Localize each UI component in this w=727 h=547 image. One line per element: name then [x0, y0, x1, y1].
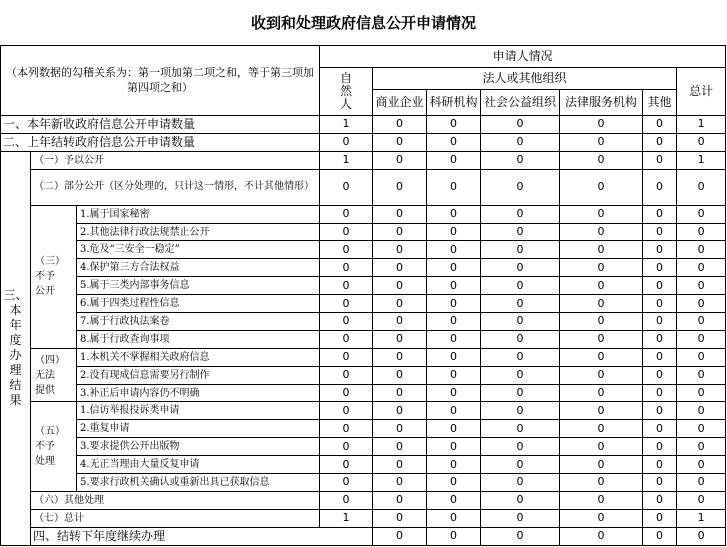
value-cell: 0: [481, 438, 560, 456]
value-cell: 0: [643, 491, 677, 509]
value-cell: 0: [643, 384, 677, 402]
value-cell: 0: [427, 116, 481, 134]
value-cell: 0: [677, 330, 726, 348]
group-unable-to-provide-part: 无法: [35, 369, 55, 381]
value-cell: 0: [643, 348, 677, 366]
section-three-label-part: 结: [9, 378, 22, 393]
row-label-partially-disclosed: （二）部分公开（区分处理的，只计这一情形，不计其他情形）: [31, 169, 320, 205]
section-three-label-part: 办: [9, 348, 22, 363]
row-not-disclosed-3: [1, 241, 726, 259]
value-cell: 0: [560, 527, 643, 545]
value-cell: 0: [560, 151, 643, 169]
value-cell: 0: [677, 133, 726, 151]
value-cell: 0: [560, 420, 643, 438]
value-cell: 0: [481, 151, 560, 169]
row-unable-to-provide-1: [1, 348, 726, 366]
group-not-processed: [31, 402, 77, 491]
value-cell: 0: [320, 420, 373, 438]
value-cell: 0: [373, 366, 427, 384]
row-not-disclosed-7: [1, 313, 726, 331]
value-cell: 0: [373, 277, 427, 295]
value-cell: 0: [481, 456, 560, 474]
value-cell: 1: [320, 151, 373, 169]
value-cell: 0: [643, 223, 677, 241]
value-cell: 0: [677, 474, 726, 492]
value-cell: 0: [677, 438, 726, 456]
value-cell: 0: [643, 259, 677, 277]
value-cell: 1: [677, 509, 726, 527]
value-cell: 0: [643, 133, 677, 151]
section-three-label-part: 本: [9, 303, 22, 318]
row-label-not-processed: 2.重复申请: [77, 420, 320, 438]
value-cell: 0: [427, 277, 481, 295]
value-cell: 0: [481, 169, 560, 205]
value-cell: 0: [427, 474, 481, 492]
row-carry-forward: [1, 527, 726, 545]
value-cell: 0: [560, 330, 643, 348]
value-cell: 0: [677, 169, 726, 205]
section-three-label-part: 年: [9, 318, 22, 333]
value-cell: 0: [560, 116, 643, 134]
header-row-1: [1, 46, 726, 68]
value-cell: 0: [677, 205, 726, 223]
value-cell: 0: [320, 259, 373, 277]
value-cell: 0: [427, 509, 481, 527]
value-cell: 0: [373, 402, 427, 420]
value-cell: 0: [643, 116, 677, 134]
row-not-processed-3: [1, 438, 726, 456]
col-header-public-welfare: 社会公益组织: [481, 90, 560, 116]
value-cell: 0: [560, 491, 643, 509]
value-cell: 0: [643, 366, 677, 384]
row-not-processed-1: [1, 402, 726, 420]
value-cell: 0: [481, 474, 560, 492]
value-cell: 0: [427, 241, 481, 259]
value-cell: 0: [481, 509, 560, 527]
value-cell: 0: [373, 116, 427, 134]
value-cell: 0: [481, 116, 560, 134]
value-cell: 0: [560, 223, 643, 241]
value-cell: 0: [481, 133, 560, 151]
value-cell: 0: [320, 241, 373, 259]
value-cell: 0: [373, 456, 427, 474]
value-cell: 0: [320, 402, 373, 420]
value-cell: 0: [427, 295, 481, 313]
value-cell: 0: [643, 277, 677, 295]
value-cell: 0: [643, 151, 677, 169]
value-cell: 0: [677, 348, 726, 366]
row-label-not-disclosed: 7.属于行政执法案卷: [77, 313, 320, 331]
col-header-legal-service: 法律服务机构: [560, 90, 643, 116]
row-label-not-disclosed: 6.属于四类过程性信息: [77, 295, 320, 313]
row-other-handling: [1, 491, 726, 509]
value-cell: 0: [481, 205, 560, 223]
row-total: [1, 509, 726, 527]
value-cell: 0: [320, 438, 373, 456]
value-cell: 0: [320, 205, 373, 223]
value-cell: 0: [677, 402, 726, 420]
value-cell: 0: [560, 402, 643, 420]
row-not-processed-2: [1, 420, 726, 438]
value-cell: 0: [643, 330, 677, 348]
value-cell: 0: [481, 313, 560, 331]
value-cell: 0: [320, 384, 373, 402]
value-cell: 0: [320, 330, 373, 348]
value-cell: 0: [677, 223, 726, 241]
value-cell: 0: [373, 384, 427, 402]
total-header: 总计: [677, 68, 726, 116]
row-label-total: （七）总计: [31, 509, 320, 527]
row-label-not-processed: 3.要求提供公开出版物: [77, 438, 320, 456]
row-carried-over: [1, 133, 726, 151]
value-cell: 0: [427, 259, 481, 277]
col-header-research: 科研机构: [427, 90, 481, 116]
group-unable-to-provide-part: （四）: [35, 354, 65, 366]
value-cell: 0: [643, 205, 677, 223]
value-cell: 0: [427, 348, 481, 366]
value-cell: 0: [427, 169, 481, 205]
value-cell: 0: [373, 169, 427, 205]
value-cell: 1: [677, 151, 726, 169]
legal-group-header: 法人或其他组织: [373, 68, 677, 90]
value-cell: 0: [427, 205, 481, 223]
group-not-disclosed: [31, 205, 77, 348]
value-cell: 0: [560, 509, 643, 527]
value-cell: 0: [560, 205, 643, 223]
value-cell: 0: [373, 491, 427, 509]
group-unable-to-provide-part: 提供: [35, 384, 55, 396]
value-cell: 0: [373, 313, 427, 331]
value-cell: 0: [481, 223, 560, 241]
row-label-not-processed: 5.要求行政机关确认或重新出具已获取信息: [77, 474, 320, 492]
value-cell: 0: [481, 366, 560, 384]
value-cell: 0: [481, 241, 560, 259]
value-cell: 0: [643, 420, 677, 438]
value-cell: 0: [481, 491, 560, 509]
value-cell: 0: [560, 169, 643, 205]
value-cell: 0: [560, 384, 643, 402]
value-cell: 0: [320, 295, 373, 313]
value-cell: 0: [560, 241, 643, 259]
value-cell: 0: [427, 133, 481, 151]
row-label-not-disclosed: 5.属于三类内部事务信息: [77, 277, 320, 295]
value-cell: 0: [373, 420, 427, 438]
row-not-disclosed-6: [1, 295, 726, 313]
value-cell: 0: [481, 527, 560, 545]
value-cell: 0: [643, 241, 677, 259]
applicant-header: 申请人情况: [320, 46, 726, 68]
value-cell: 0: [373, 509, 427, 527]
value-cell: 0: [560, 456, 643, 474]
value-cell: 0: [427, 366, 481, 384]
header-note: （本列数据的勾稽关系为：第一项加第二项之和，等于第三项加第四项之和）: [1, 46, 320, 116]
value-cell: 0: [320, 456, 373, 474]
value-cell: 0: [373, 223, 427, 241]
value-cell: 0: [481, 384, 560, 402]
col-header-business: 商业企业: [373, 90, 427, 116]
table-title: 收到和处理政府信息公开申请情况: [250, 14, 476, 32]
value-cell: 0: [320, 223, 373, 241]
value-cell: 0: [643, 509, 677, 527]
row-not-disclosed-5: [1, 277, 726, 295]
value-cell: 0: [373, 348, 427, 366]
group-not-disclosed-part: （三）: [35, 256, 65, 268]
value-cell: 0: [677, 527, 726, 545]
value-cell: 0: [481, 330, 560, 348]
natural-person-header: 自 然 人: [320, 68, 373, 116]
value-cell: 0: [643, 169, 677, 205]
value-cell: 0: [560, 348, 643, 366]
value-cell: 0: [427, 491, 481, 509]
value-cell: 1: [677, 116, 726, 134]
value-cell: 0: [427, 330, 481, 348]
row-label-unable-to-provide: 1.本机关不掌握相关政府信息: [77, 348, 320, 366]
row-unable-to-provide-2: [1, 366, 726, 384]
value-cell: 0: [427, 420, 481, 438]
value-cell: 1: [320, 116, 373, 134]
row-not-disclosed-4: [1, 259, 726, 277]
row-partially-disclosed: [1, 169, 726, 205]
row-disclosed: [1, 151, 726, 169]
row-not-disclosed-1: [1, 205, 726, 223]
value-cell: 0: [481, 277, 560, 295]
value-cell: 0: [320, 169, 373, 205]
statistics-table: [0, 45, 726, 546]
row-label-not-processed: 1.信访举报投诉类申请: [77, 402, 320, 420]
section-three-label: [1, 151, 31, 545]
row-not-processed-5: [1, 474, 726, 492]
row-not-disclosed-8: [1, 330, 726, 348]
value-cell: 0: [677, 491, 726, 509]
row-label-carry-forward: 四、结转下年度继续办理: [31, 527, 373, 545]
group-not-processed-part: （五）: [35, 426, 65, 438]
row-label-not-disclosed: 2.其他法律行政法规禁止公开: [77, 223, 320, 241]
value-cell: 0: [320, 348, 373, 366]
value-cell: 0: [560, 259, 643, 277]
value-cell: 0: [373, 295, 427, 313]
value-cell: 0: [320, 133, 373, 151]
value-cell: 0: [427, 402, 481, 420]
section-three-label-part: 度: [9, 333, 22, 348]
value-cell: 0: [320, 366, 373, 384]
value-cell: 0: [427, 527, 481, 545]
value-cell: 0: [560, 277, 643, 295]
value-cell: 0: [427, 151, 481, 169]
row-new-applications: [1, 116, 726, 134]
value-cell: 0: [320, 474, 373, 492]
section-three-label-part: 三、: [3, 288, 28, 303]
row-label-not-disclosed: 4.保护第三方合法权益: [77, 259, 320, 277]
row-label-carried-over: 二、上年结转政府信息公开申请数量: [1, 133, 320, 151]
value-cell: 0: [427, 438, 481, 456]
value-cell: 0: [560, 438, 643, 456]
value-cell: 0: [560, 474, 643, 492]
value-cell: 0: [643, 313, 677, 331]
value-cell: 0: [481, 295, 560, 313]
row-label-unable-to-provide: 3.补正后申请内容仍不明确: [77, 384, 320, 402]
value-cell: 0: [677, 456, 726, 474]
value-cell: 0: [560, 295, 643, 313]
value-cell: 0: [481, 259, 560, 277]
group-unable-to-provide: [31, 348, 77, 402]
value-cell: 0: [427, 313, 481, 331]
row-label-disclosed: （一）予以公开: [31, 151, 320, 169]
value-cell: 0: [427, 384, 481, 402]
value-cell: 0: [677, 420, 726, 438]
section-three-label-part: 果: [9, 393, 22, 408]
value-cell: 0: [373, 259, 427, 277]
value-cell: 0: [320, 313, 373, 331]
value-cell: 0: [643, 295, 677, 313]
row-not-disclosed-2: [1, 223, 726, 241]
value-cell: 0: [677, 259, 726, 277]
value-cell: 0: [373, 133, 427, 151]
row-label-not-disclosed: 1.属于国家秘密: [77, 205, 320, 223]
value-cell: 0: [677, 366, 726, 384]
value-cell: 0: [643, 474, 677, 492]
value-cell: 0: [677, 313, 726, 331]
value-cell: 0: [373, 438, 427, 456]
value-cell: 0: [677, 277, 726, 295]
value-cell: 1: [320, 509, 373, 527]
col-header-other: 其他: [643, 90, 677, 116]
value-cell: 0: [481, 420, 560, 438]
group-not-processed-part: 不予: [35, 441, 55, 453]
value-cell: 0: [677, 295, 726, 313]
value-cell: 0: [560, 133, 643, 151]
row-label-not-disclosed: 8.属于行政查询事项: [77, 330, 320, 348]
value-cell: 0: [481, 348, 560, 366]
row-label-not-disclosed: 3.危及“三安全一稳定”: [77, 241, 320, 259]
section-three-label-part: 理: [9, 363, 22, 378]
row-label-unable-to-provide: 2.没有现成信息需要另行制作: [77, 366, 320, 384]
value-cell: 0: [320, 277, 373, 295]
group-not-processed-part: 处理: [35, 456, 55, 468]
row-label-other-handling: （六）其他处理: [31, 491, 320, 509]
value-cell: 0: [373, 151, 427, 169]
row-unable-to-provide-3: [1, 384, 726, 402]
value-cell: 0: [560, 366, 643, 384]
value-cell: 0: [677, 241, 726, 259]
value-cell: 0: [373, 330, 427, 348]
value-cell: 0: [373, 527, 427, 545]
value-cell: 0: [643, 456, 677, 474]
value-cell: 0: [373, 474, 427, 492]
value-cell: 0: [373, 205, 427, 223]
value-cell: 0: [481, 402, 560, 420]
value-cell: 0: [373, 241, 427, 259]
value-cell: 0: [560, 313, 643, 331]
value-cell: 0: [427, 223, 481, 241]
value-cell: 0: [677, 384, 726, 402]
value-cell: 0: [427, 456, 481, 474]
group-not-disclosed-part: 不予: [35, 271, 55, 283]
value-cell: 0: [320, 491, 373, 509]
value-cell: 0: [643, 438, 677, 456]
row-label-new-applications: 一、本年新收政府信息公开申请数量: [1, 116, 320, 134]
value-cell: 0: [643, 402, 677, 420]
row-not-processed-4: [1, 456, 726, 474]
row-label-not-processed: 4.无正当理由大量反复申请: [77, 456, 320, 474]
group-not-disclosed-part: 公开: [35, 286, 55, 298]
value-cell: 0: [643, 527, 677, 545]
